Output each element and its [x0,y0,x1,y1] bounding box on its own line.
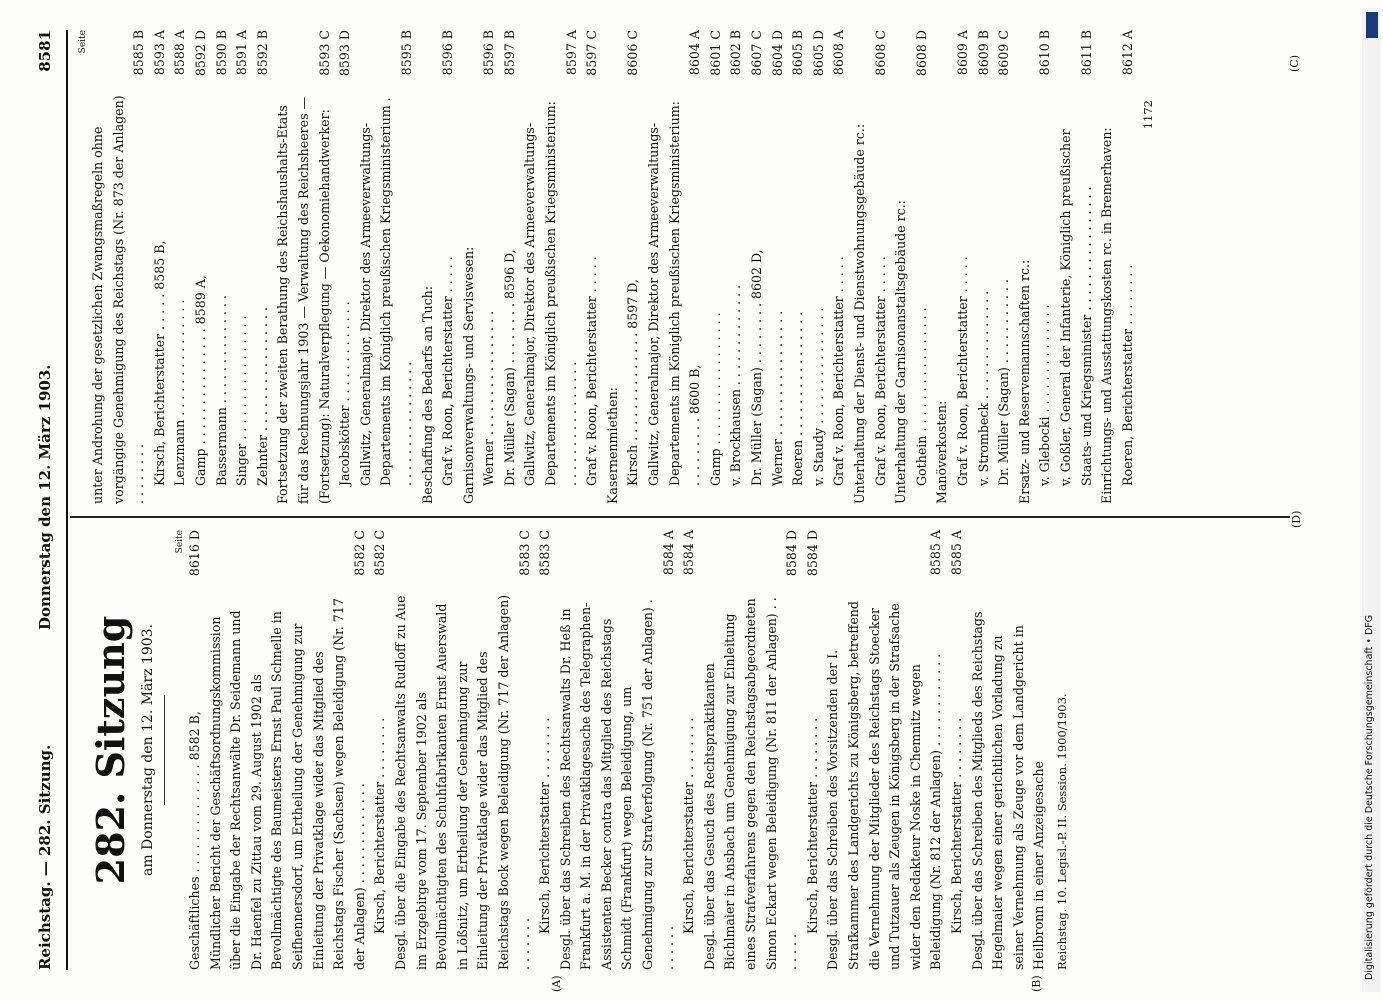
seite-label-left: Seite [175,530,185,554]
index-entry [803,530,824,970]
entry-page-ref: 8592 D [192,30,208,77]
entry-text: Manöverkosten: [934,400,950,504]
digitization-credit: Digitalisierung gefördert durch die Deutsche Forschungsgemeinschaft • DFG [1364,614,1375,980]
entry-text: Ersatz- und Reservemannschaften rc.: [1016,259,1032,504]
entry-page-ref: 8602 B [728,30,744,76]
entry-text: Dr. Müller (Sagan) . . . . . . . . 8596 D, [501,249,517,486]
entry-page-ref: 8584 A [681,530,697,576]
entry-text: Kirsch, Berichterstatter . . . . . 8585 B, [151,240,167,486]
index-entry [582,30,603,504]
index-entry [370,530,391,970]
header-date: Donnerstag den 12. März 1903. [36,364,54,630]
index-entry [418,30,439,504]
entry-page-ref: 8609 C [996,30,1012,76]
entry-text: Gamp . . . . . . . . . . . . . . . . . [707,312,723,486]
header-rule [66,30,68,970]
entry-page-ref: 8584 D [804,530,820,577]
entry-text: Gothein . . . . . . . . . . . . . . . . [913,307,929,486]
index-entry [535,530,556,970]
right-column [78,30,1159,504]
entry-page-ref: 8608 C [872,30,888,76]
entry-text: Kirsch, Berichterstatter . . . . . . . . [804,717,820,934]
entry-page-ref: 8595 B [398,30,414,76]
index-entry [700,530,803,970]
entry-text: v. Goßler, General der Infanterie, Königlich preußischer Staats- und Kriegsminister . . . . . . . . . . . . . . . . [1057,129,1094,486]
index-entry [500,30,521,504]
index-entry [953,30,974,504]
entry-text: Werner . . . . . . . . . . . . . . . . [481,310,497,486]
entry-text: Desgl. über das Schreiben des Mitglieds des Reichstags Hegelmaier wegen einer gerichtlichen Vorladung zu seiner Vernehmung als Zeuge vor dem Landgericht in Heilbronn in einer Anzeigesache [969,611,1047,970]
entry-page-ref: 8592 B [254,30,270,76]
entry-text: Roeren . . . . . . . . . . . . . . . . [790,311,806,486]
index-entry [679,530,700,970]
title-rule [164,695,165,805]
entry-text: Singer . . . . . . . . . . . . . . . . [234,315,250,486]
entry-page-ref: 8585 B [131,30,147,76]
index-entry [932,30,953,504]
entry-page-ref: 8591 A [234,30,250,76]
index-entry [170,30,191,504]
index-entry [1097,30,1118,504]
entry-page-ref: 8605 B [790,30,806,76]
index-entry [823,530,947,970]
index-entry [1015,30,1036,504]
entry-text: unter Androhung der gesetzlichen Zwangsmaßregeln ohne vorgängige Genehmigung des Reichstags (Nr. 873 der Anlagen) . . . . . . . . [90,95,147,504]
entry-text: Desgl. über das Schreiben des Vorsitzenden der I. Strafkammer des Landgerichts zu Königsberg, betreffend die Vernehmung der Mitglieder des Reichstags Stoecker und Tutzauer als Zeugen in Königsberg in der Strafsache wider den Redakteur Noske in Chemnitz wegen Beleidigung (Nr. 812 der Anlagen) . . . . . . . . . . . . [825,601,944,970]
entry-text: Dr. Müller (Sagan) . . . . . . . . . . . [996,279,1012,486]
index-entry [788,30,809,504]
entry-text: Lenzmann . . . . . . . . . . . . . . . [172,299,188,486]
entry-text: Gallwitz, Generalmajor, Direktor des Armeeverwaltungs-Departements im Königlich preußischen Kriegsministerium . . . . . . . . . . . . . . . . . [357,97,414,486]
entry-page-ref: 8607 C [749,30,764,76]
index-entry [391,530,535,970]
entry-page-ref: 8590 B [213,30,229,76]
entry-text: Zehnter . . . . . . . . . . . . . . . . [254,306,270,486]
index-entry [191,30,212,504]
entry-text: Mündlicher Bericht der Geschäftsordnungskommission über die Eingabe der Rechtsanwälte Dr. Seidemann und Dr. Haenfel zu Zittau vom 29. August 1902 als Bevollmächtigte des Baumeisters Ernst Paul Schnelle in Seifhennersdorf, um Ertheilung der Genehmigung zur Einleitung der Privatklage wider das Mitglied des Reichstags Fischer (Sachsen) wegen Beleidigung (Nr. 717 der Anlagen) . . . . . . . . . . . . . [207,598,367,970]
index-entry [850,30,871,504]
entry-page-ref: 8605 D [810,30,826,77]
entry-text: Kirsch, Berichterstatter . . . . . . . . [537,717,553,934]
footnote: Reichstag. 10. Legisl.-P. II. Session. 1900/1903. [1054,693,1069,970]
entry-text: Kirsch, Berichterstatter . . . . . . . . [681,717,697,934]
entry-text: Garnisonverwaltungs- und Serviswesen: [460,246,476,504]
index-entry [1056,30,1097,504]
index-entry [947,530,968,970]
entry-page-ref: 8583 C [516,530,532,576]
left-column [78,530,1073,970]
entry-page-ref: 8593 C [316,30,332,76]
entry-page-ref: 8616 D [187,530,202,577]
rotated-page-content [30,30,1330,992]
index-entry [185,530,206,970]
index-entry [974,30,995,504]
running-header [30,30,70,970]
entry-text: Jacobskötter . . . . . . . . . . . . . [337,301,353,486]
entry-text: Graf v. Roon, Berichterstatter . . . . . [872,256,888,486]
entry-text: Geschäftliches . . . . . . . . . . . . . . 8582 B, [187,711,202,970]
entry-text: Einrichtungs- und Ausstattungskosten rc. in Bremerhaven: [1099,127,1115,504]
entry-text: Kasernenmiethen: [604,387,620,504]
seite-label-right: Seite [78,30,88,54]
index-entry [726,30,747,504]
index-entry [459,30,480,504]
entry-page-ref: 8608 A [831,30,847,76]
index-entry [891,30,912,504]
margin-letter-d: (D) [1290,510,1303,528]
entry-text: Graf v. Roon, Berichterstatter . . . . . [831,256,847,486]
sheet-number: 1172 [1141,100,1156,130]
entry-text: Gallwitz, Generalmajor, Direktor des Armeeverwaltungs-Departements im Königlich preußischen Kriegsministerium: . . . . . . . . . . . . . . . . [522,101,579,486]
entry-text: v. Strombeck . . . . . . . . . . . . . . [975,290,991,486]
entry-text: Kirsch, Berichterstatter . . . . . . . . [372,717,388,934]
entry-page-ref: 8601 C [707,30,723,76]
index-entry [556,530,680,970]
entry-page-ref: 8596 B [481,30,497,76]
entry-page-ref: 8597 B [501,30,517,76]
entry-text: Graf v. Roon, Berichterstatter . . . . . [584,256,600,486]
entry-text: Kirsch, Berichterstatter . . . . . . . . [948,717,964,934]
entry-text: Gamp . . . . . . . . . . . . . . . 8589 A, [192,275,208,486]
index-entry [623,30,644,504]
entry-page-ref: 8606 C [625,30,641,76]
entry-page-ref: 8611 B [1078,30,1094,76]
column-divider [70,516,1290,518]
entry-page-ref: 8582 C [351,530,367,576]
entry-page-ref: 8604 D [769,30,785,77]
index-entry [88,30,150,504]
index-entry [479,30,500,504]
entry-page-ref: 8609 B [975,30,991,76]
entry-text: Werner . . . . . . . . . . . . . . . . [769,310,785,486]
index-entry [768,30,789,504]
header-page-number: 8581 [36,30,54,72]
entry-text: Kirsch . . . . . . . . . . . . . . 8597 D, [625,279,641,486]
entry-text: v. Brockhausen . . . . . . . . . . . . . [728,284,744,486]
entry-page-ref: 8585 A [948,530,964,576]
index-entry [968,530,1050,970]
entry-text: Fortsetzung der zweiten Berathung des Reichshaushalts-Etats für das Rechnungsjahr 1903 — Verwaltung des Reichsheeres — (Fortsetzung): Naturalverpflegung — Oekonomiehandwerker: [275,96,332,504]
index-entry [1118,30,1139,504]
margin-letter-b: (B) [1030,975,1043,992]
entry-text: Desgl. über das Gesuch des Rechtspraktikanten Bichlmaier in Ansbach um Genehmigung zur Einleitung eines Strafverfahrens gegen den Reichstagsabgeordneten Simon Eckart wegen Beleidigung (Nr. 811 der Anlagen) . . . . . . . [701,597,800,970]
entry-page-ref: 8609 A [954,30,970,76]
entry-page-ref: 8597 C [584,30,600,76]
index-entry [871,30,892,504]
left-entry-list [185,530,1050,970]
session-title: 282. Sitzung [88,615,133,885]
entry-text: Desgl. über die Eingabe des Rechtsanwalts Rudloff zu Aue im Erzgebirge vom 17. September 1902 als Bevollmächtigten des Schuhfabrikanten Ernst Auerswald in Lößnitz, um Ertheilung der Genehmigung zur Einleitung der Privatklage wider das Mitglied des Reichstags Bock wegen Beleidigung (Nr. 717 der Anlagen) . . . . . . . [392,594,532,970]
index-entry [150,30,171,504]
index-entry [212,30,233,504]
entry-text: Unterhaltung der Dienst- und Dienstwohnungsgebäude rc.: [851,123,867,504]
dfg-logo-icon [1366,12,1378,38]
margin-letter-c: (C) [1288,55,1301,72]
index-entry [706,30,727,504]
index-entry [747,30,768,504]
right-entry-list [88,30,1138,504]
entry-page-ref: 8610 B [1037,30,1053,76]
header-left: Reichstag. — 282. Sitzung. [36,744,54,970]
index-entry [356,30,418,504]
session-date: am Donnerstag den 12. März 1903. [140,624,156,877]
entry-page-ref: 8585 A [928,530,944,576]
margin-letter-a: (A) [550,975,563,992]
index-entry [335,30,356,504]
index-entry [253,30,274,504]
entry-text: Dr. Müller (Sagan) . . . . . . . . 8602 D, [749,249,764,486]
entry-page-ref: 8588 A [172,30,188,76]
entry-text: Unterhaltung der Garnisonanstaltsgebäude rc.: [893,200,909,504]
entry-page-ref: 8584 A [660,530,676,576]
entry-page-ref: 8608 D [913,30,929,77]
entry-page-ref: 8584 D [784,530,800,577]
entry-text: v. Staudy . . . . . . . . . . . . . . . [810,307,826,486]
index-entry [809,30,830,504]
entry-text: Graf v. Roon, Berichterstatter . . . . . [954,256,970,486]
entry-text: Gallwitz, Generalmajor, Direktor des Armeeverwaltungs-Departements im Königlich preußischen Kriegsministerium: . . . . . . . . . 8600 B, [646,101,703,486]
entry-page-ref: 8582 C [372,530,388,576]
entry-text: v. Glebocki . . . . . . . . . . . . . . [1037,304,1053,486]
index-entry [232,30,253,504]
index-entry [273,30,335,504]
entry-text: Desgl. über das Schreiben des Rechtsanwalts Dr. Heß in Frankfurt a. M. in der Privatklagesache des Telegraphen-Assistenten Becker contra das Mitglied des Reichstags Schmidt (Frankfurt) wegen Beleidigung, um Genehmigung zur Strafverfolgung (Nr. 751 der Anlagen) . . . . . . . [557,599,676,970]
index-entry [603,30,624,504]
index-entry [912,30,933,504]
entry-text: Roeren, Berichterstatter . . . . . . . . [1119,264,1135,486]
index-entry [1035,30,1056,504]
entry-page-ref: 8593 D [337,30,353,77]
entry-text: Graf v. Roon, Berichterstatter . . . . . [440,256,456,486]
entry-text: Beschaffung des Bedarfs an Tuch: [419,285,435,504]
index-entry [206,530,371,970]
entry-page-ref: 8593 A [151,30,167,76]
index-entry [438,30,459,504]
entry-page-ref: 8596 B [440,30,456,76]
entry-page-ref: 8583 C [537,530,553,576]
entry-page-ref: 8612 A [1119,30,1135,76]
index-entry [520,30,582,504]
index-entry [829,30,850,504]
index-entry [644,30,706,504]
entry-page-ref: 8604 A [687,30,703,76]
entry-text: Bassermann . . . . . . . . . . . . . . [213,295,229,486]
entry-page-ref: 8597 A [563,30,579,76]
index-entry [994,30,1015,504]
